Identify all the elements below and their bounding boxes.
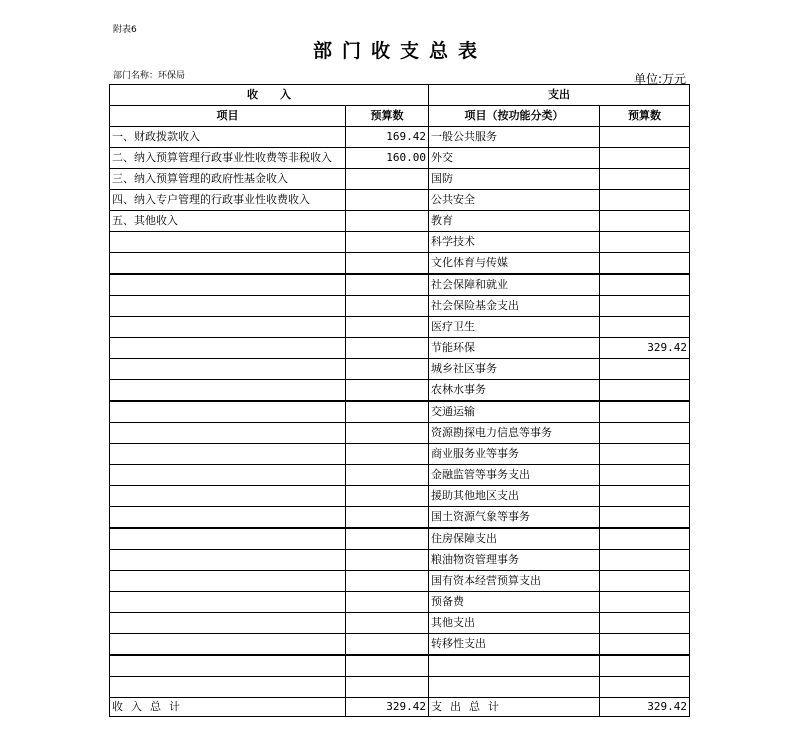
table-row — [110, 401, 690, 423]
income-item-cell — [110, 528, 346, 550]
column-header-row — [110, 106, 690, 127]
table-row — [110, 528, 690, 550]
expense-total-label: 支出总计 — [429, 698, 600, 717]
table-row — [110, 232, 690, 253]
department-name: 部门名称：环保局 — [113, 71, 186, 81]
table-row — [110, 613, 690, 634]
income-item-cell: 五、其他收入 — [110, 211, 346, 232]
expense-value-cell — [600, 613, 690, 634]
expense-value-cell — [600, 401, 690, 423]
income-value-cell — [346, 528, 429, 550]
expense-value-cell — [600, 550, 690, 571]
income-item-cell — [110, 677, 346, 698]
expense-value-cell — [600, 127, 690, 148]
income-item-cell: 四、纳入专户管理的行政事业性收费收入 — [110, 190, 346, 211]
budget-summary-table — [109, 84, 690, 717]
income-item-cell — [110, 613, 346, 634]
income-item-cell — [110, 253, 346, 275]
income-value-cell — [346, 296, 429, 317]
expense-item-cell: 援助其他地区支出 — [429, 486, 600, 507]
income-value-cell — [346, 380, 429, 402]
expense-item-cell: 社会保险基金支出 — [429, 296, 600, 317]
income-item-cell — [110, 444, 346, 465]
expense-item-cell: 外交 — [429, 148, 600, 169]
expense-value-cell — [600, 274, 690, 296]
expense-value-cell — [600, 211, 690, 232]
expense-item-header: 项目（按功能分类） — [429, 106, 600, 127]
appendix-label: 附表6 — [113, 25, 137, 35]
expense-item-cell — [429, 655, 600, 677]
income-item-cell — [110, 592, 346, 613]
table-row — [110, 317, 690, 338]
income-value-cell — [346, 190, 429, 211]
expense-value-cell — [600, 486, 690, 507]
income-value-cell — [346, 465, 429, 486]
income-value-cell — [346, 613, 429, 634]
income-item-cell — [110, 423, 346, 444]
expense-value-cell — [600, 677, 690, 698]
income-item-cell — [110, 571, 346, 592]
table-row — [110, 486, 690, 507]
income-item-cell: 一、财政拨款收入 — [110, 127, 346, 148]
expense-item-cell: 资源勘探电力信息等事务 — [429, 423, 600, 444]
expense-item-cell: 医疗卫生 — [429, 317, 600, 338]
income-value-cell — [346, 677, 429, 698]
table-row — [110, 423, 690, 444]
expense-item-cell — [429, 677, 600, 698]
expense-item-cell: 科学技术 — [429, 232, 600, 253]
expense-value-cell — [600, 655, 690, 677]
income-item-cell — [110, 634, 346, 656]
income-value-cell — [346, 634, 429, 656]
income-item-cell: 二、纳入预算管理行政事业性收费等非税收入 — [110, 148, 346, 169]
table-row — [110, 296, 690, 317]
expense-item-cell: 转移性支出 — [429, 634, 600, 656]
table-row — [110, 148, 690, 169]
income-value-cell — [346, 274, 429, 296]
expense-total-value: 329.42 — [600, 698, 690, 717]
expense-item-cell: 金融监管等事务支出 — [429, 465, 600, 486]
income-value-cell — [346, 444, 429, 465]
table-row — [110, 211, 690, 232]
table-body — [110, 127, 690, 698]
expense-value-cell — [600, 592, 690, 613]
income-value-cell — [346, 169, 429, 190]
income-item-cell: 三、纳入预算管理的政府性基金收入 — [110, 169, 346, 190]
expense-value-cell — [600, 232, 690, 253]
expense-item-cell: 一般公共服务 — [429, 127, 600, 148]
table-row — [110, 274, 690, 296]
expense-item-cell: 粮油物资管理事务 — [429, 550, 600, 571]
income-value-cell — [346, 655, 429, 677]
expense-value-cell — [600, 296, 690, 317]
expense-value-cell — [600, 465, 690, 486]
income-item-cell — [110, 550, 346, 571]
income-item-cell — [110, 380, 346, 402]
expense-value-cell — [600, 359, 690, 380]
unit-label: 单位:万元 — [633, 72, 686, 86]
expense-section-header: 支出 — [429, 85, 690, 106]
income-value-cell — [346, 486, 429, 507]
table-row — [110, 190, 690, 211]
income-value-cell — [346, 232, 429, 253]
table-row — [110, 550, 690, 571]
expense-item-cell: 教育 — [429, 211, 600, 232]
income-value-cell — [346, 401, 429, 423]
expense-value-cell — [600, 634, 690, 656]
income-item-cell — [110, 486, 346, 507]
expense-item-cell: 国土资源气象等事务 — [429, 507, 600, 529]
income-item-cell — [110, 359, 346, 380]
income-value-cell — [346, 317, 429, 338]
expense-item-cell: 国有资本经营预算支出 — [429, 571, 600, 592]
table-row — [110, 507, 690, 529]
page-title: 部门收支总表 — [312, 40, 487, 62]
income-value-cell — [346, 592, 429, 613]
expense-item-cell: 社会保障和就业 — [429, 274, 600, 296]
expense-item-cell: 农林水事务 — [429, 380, 600, 402]
expense-item-cell: 城乡社区事务 — [429, 359, 600, 380]
income-value-cell — [346, 571, 429, 592]
expense-item-cell: 住房保障支出 — [429, 528, 600, 550]
income-item-cell — [110, 655, 346, 677]
income-item-cell — [110, 338, 346, 359]
income-value-cell — [346, 550, 429, 571]
income-item-cell — [110, 317, 346, 338]
table-row — [110, 655, 690, 677]
income-item-cell — [110, 507, 346, 529]
table-row — [110, 338, 690, 359]
income-value-cell — [346, 359, 429, 380]
table-row — [110, 592, 690, 613]
section-header-row — [110, 85, 690, 106]
expense-item-cell: 预备费 — [429, 592, 600, 613]
table-row — [110, 634, 690, 656]
expense-budget-header: 预算数 — [600, 106, 690, 127]
expense-value-cell — [600, 190, 690, 211]
income-value-cell — [346, 507, 429, 529]
income-total-value: 329.42 — [346, 698, 429, 717]
table-row — [110, 253, 690, 275]
income-value-cell — [346, 211, 429, 232]
expense-value-cell — [600, 423, 690, 444]
expense-item-cell: 节能环保 — [429, 338, 600, 359]
income-budget-header: 预算数 — [346, 106, 429, 127]
income-value-cell: 160.00 — [346, 148, 429, 169]
expense-item-cell: 其他支出 — [429, 613, 600, 634]
income-total-label: 收入总计 — [110, 698, 346, 717]
income-item-cell — [110, 401, 346, 423]
total-row — [110, 698, 690, 717]
expense-item-cell: 国防 — [429, 169, 600, 190]
expense-value-cell — [600, 169, 690, 190]
expense-item-cell: 交通运输 — [429, 401, 600, 423]
expense-item-cell: 文化体育与传媒 — [429, 253, 600, 275]
table-row — [110, 380, 690, 402]
expense-item-cell: 公共安全 — [429, 190, 600, 211]
table-row — [110, 465, 690, 486]
expense-item-cell: 商业服务业等事务 — [429, 444, 600, 465]
income-value-cell — [346, 423, 429, 444]
expense-value-cell — [600, 528, 690, 550]
table-row — [110, 444, 690, 465]
income-item-cell — [110, 274, 346, 296]
table-row — [110, 169, 690, 190]
table-row — [110, 359, 690, 380]
expense-value-cell — [600, 444, 690, 465]
expense-value-cell — [600, 380, 690, 402]
expense-value-cell — [600, 148, 690, 169]
income-section-header: 收 入 — [110, 85, 429, 106]
expense-value-cell: 329.42 — [600, 338, 690, 359]
income-value-cell — [346, 338, 429, 359]
expense-value-cell — [600, 253, 690, 275]
income-item-cell — [110, 296, 346, 317]
expense-value-cell — [600, 507, 690, 529]
expense-value-cell — [600, 571, 690, 592]
income-item-cell — [110, 232, 346, 253]
income-item-cell — [110, 465, 346, 486]
table-row — [110, 127, 690, 148]
income-value-cell — [346, 253, 429, 275]
income-value-cell: 169.42 — [346, 127, 429, 148]
expense-value-cell — [600, 317, 690, 338]
table-row — [110, 571, 690, 592]
table-row — [110, 677, 690, 698]
income-item-header: 项目 — [110, 106, 346, 127]
